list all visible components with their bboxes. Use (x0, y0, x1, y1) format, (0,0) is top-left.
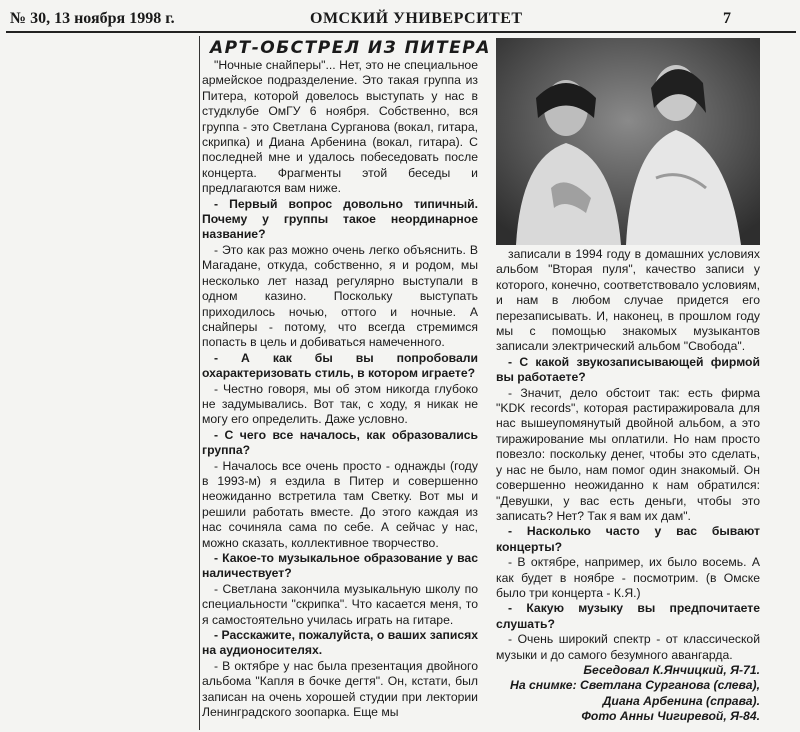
photo-image (496, 38, 760, 245)
article-title: АРТ-ОБСТРЕЛ ИЗ ПИТЕРА (210, 38, 491, 58)
interview-question: - А как бы вы попробовали охарактеризовать стиль, в котором играете? (202, 350, 478, 381)
interview-question: - Какое-то музыкальное образование у вас наличествует? (202, 551, 478, 581)
interview-question: - Расскажите, пожалуйста, о ваших записях на аудионосителях. (202, 628, 478, 658)
paragraph: - В октябре у нас была презентация двойного альбома "Капля в бочке дегтя". Он, кстати, был записан на очень хорошей студии при лектории Ленинградского зоопарка. Еще мы (202, 658, 478, 720)
paragraph: - Честно говоря, мы об этом никогда глубоко не задумывались. Вот так, с ходу, я никак не могу его определить. Даже условно. (202, 381, 478, 427)
header-rule (6, 31, 796, 33)
column-divider (199, 36, 200, 730)
credit-line: Фото Анны Чигиревой, Я-84. (581, 709, 760, 724)
article-column-left (202, 58, 478, 720)
article-credits (496, 663, 760, 725)
issue-date: № 30, 13 ноября 1998 г. (10, 10, 175, 27)
paragraph: - Очень широкий спектр - от классической музыки и до самого безумного авангарда. (496, 632, 760, 662)
credit-line: Беседовал К.Янчицкий, Я-71. (583, 662, 760, 677)
interview-question: - Первый вопрос довольно типичный. Почему у группы такое неординарное название? (202, 196, 478, 242)
paragraph: - Светлана закончила музыкальную школу по специальности "скрипка". Что касается меня, то я самостоятельно училась играть на гитаре. (202, 581, 478, 627)
newspaper-title: ОМСКИЙ УНИВЕРСИТЕТ (310, 10, 523, 27)
paragraph: - Значит, дело обстоит так: есть фирма "KDK records", которая растиражировала для нас вышеупомянутый двойной альбом, а это тиражирование мы оплатили. Но нам просто повезло: поскольку денег, чтобы это сделать, у нас не было, нам помог один знакомый. Он совершенно неожиданно к нам обратился: "Девушки, у вас есть деньги, чтобы это записать? Нет? Так я вам их дам". (496, 385, 760, 523)
interview-question: - Насколько часто у вас бывают концерты? (496, 524, 760, 554)
credit-line: На снимке: Светлана Сурганова (слева), Диана Арбенина (справа). (510, 678, 760, 708)
paragraph: - Началось все очень просто - однажды (году в 1993-м) я ездила в Питер и совершенно неожиданно встретила там Светку. Вот мы и решили работать вместе. До этого каждая из нас сочиняла сама по себе. А сейчас у нас, можно сказать, коллективное творчество. (202, 458, 478, 550)
interview-question: - Какую музыку вы предпочитаете слушать? (496, 601, 760, 631)
paragraph: - В октябре, например, их было восемь. А как будет в ноябре - посмотрим. (в Омске было три концерта - К.Я.) (496, 555, 760, 600)
article-photo (496, 38, 760, 245)
article-column-right (496, 247, 760, 725)
paragraph: записали в 1994 году в домашних условиях альбом "Вторая пуля", качество записи у которого, конечно, соответствовало условиям, и нам в любом случае придется его перезаписывать. И, наконец, в прошлом году мы с помощью знакомых музыкантов записали электрический альбом "Свобода". (496, 247, 760, 354)
paragraph: - Это как раз можно очень легко объяснить. В Магадане, откуда, собственно, я и родом, мы несколько лет назад регулярно выступали в одном казино. Поскольку выступать приходилось ночью, оттого и ночные. А снайперы - потому, что всегда стремимся попасть в цель и добиваться намеченного. (202, 242, 478, 350)
interview-question: - С чего все началось, как образовались группа? (202, 427, 478, 458)
paragraph: "Ночные снайперы"... Нет, это не специальное армейское подразделение. Это такая группа из Питера, которой довелось выступать у нас в студклубе ОмГУ 6 ноября. Собственно, вся группа - это Светлана Сурганова (вокал, гитара, скрипка) и Диана Арбенина (вокал, гитара). С последней мне и удалось побеседовать после концерта. Фрагменты этой беседы и предлагаются вам ниже. (202, 58, 478, 196)
page-number: 7 (723, 10, 731, 27)
interview-question: - С какой звукозаписывающей фирмой вы работаете? (496, 354, 760, 385)
